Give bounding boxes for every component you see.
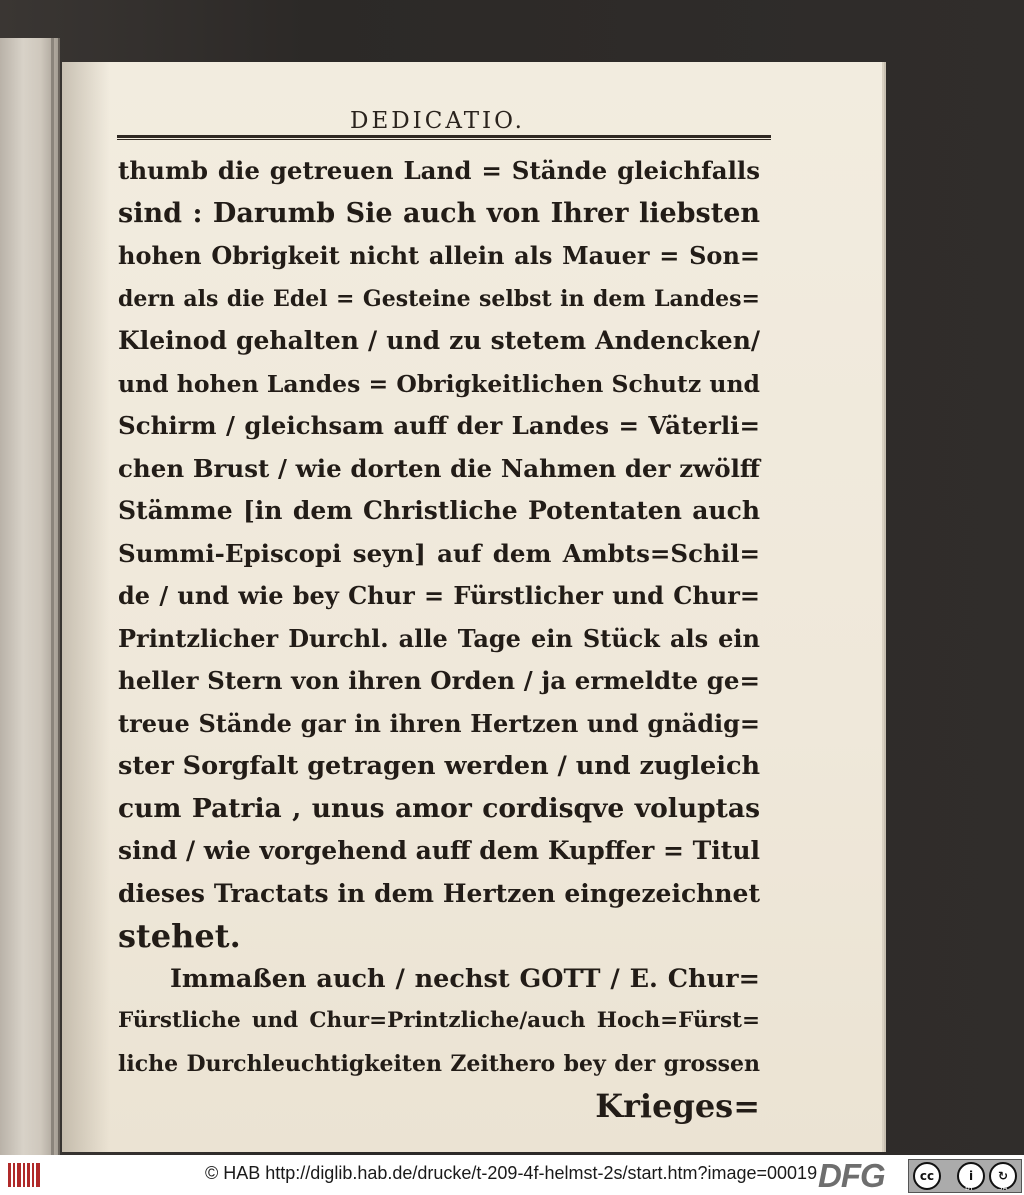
cc-icon: cc — [913, 1162, 941, 1190]
text-line: dieses Tractats in dem Hertzen eingezeichnet — [118, 878, 760, 908]
by-icon: i — [957, 1162, 985, 1190]
text-line: Stämme [in dem Christliche Potentaten auch — [118, 496, 760, 525]
head-rule-thin — [117, 139, 771, 140]
share-alike-icon: ↻ — [989, 1162, 1017, 1190]
text-line: chen Brust / wie dorten die Nahmen der zwölff — [118, 453, 760, 483]
text-line: dern als die Edel = Gesteine selbst in dem Landes= — [118, 285, 760, 312]
page-gutter-shadow — [62, 62, 110, 1152]
barcode-icon — [6, 1159, 44, 1191]
text-line: und hohen Landes = Obrigkeitlichen Schutz und — [118, 369, 760, 398]
running-head: DEDICATIO. — [350, 108, 525, 134]
head-rule — [117, 135, 771, 138]
catchword: Krieges= — [595, 1087, 760, 1125]
by-label: BY — [965, 1184, 974, 1192]
text-line: de / und wie bey Chur = Fürstlicher und Chur= — [118, 581, 760, 610]
text-line: Schirm / gleichsam auff der Landes = Väterli= — [118, 411, 760, 440]
body-text — [118, 150, 760, 1128]
text-line: hohen Obrigkeit nicht allein als Mauer = Son= — [118, 241, 760, 270]
text-line: ster Sorgfalt getragen werden / und zugleich — [118, 751, 761, 781]
text-line: Immaßen auch / nechst GOTT / E. Chur= — [170, 963, 760, 994]
sa-label: SA — [998, 1184, 1008, 1192]
text-line: cum Patria , unus amor cordisqve voluptas — [118, 792, 760, 824]
footer-bar — [0, 1155, 1024, 1195]
text-line: stehet. — [118, 917, 241, 955]
text-line: Kleinod gehalten / und zu stetem Andencken/ — [118, 326, 760, 355]
text-line: thumb die getreuen Land = Stände gleichfalls — [118, 156, 760, 185]
dfg-logo: DFG — [818, 1157, 885, 1194]
text-line: liche Durchleuchtigkeiten Zeithero bey der grossen — [118, 1050, 760, 1077]
cc-license-badge[interactable] — [908, 1159, 1022, 1193]
text-line: heller Stern von ihren Orden / ja ermeldte ge= — [118, 666, 760, 695]
text-line: Summi-Episcopi seyn] auf dem Ambts=Schil= — [118, 538, 760, 568]
text-line: treue Stände gar in ihren Hertzen und gnädig= — [118, 708, 760, 738]
adjacent-page-edge — [0, 38, 60, 1155]
text-line: sind : Darumb Sie auch von Ihrer liebsten — [118, 197, 760, 229]
text-line: Printzlicher Durchl. alle Tage ein Stück als ein — [118, 623, 760, 653]
source-link[interactable]: © HAB http://diglib.hab.de/drucke/t-209-4f-helmst-2s/start.htm?image=00019 — [205, 1163, 818, 1183]
text-line: sind / wie vorgehend auff dem Kupffer = Titul — [118, 836, 760, 865]
text-line: Fürstliche und Chur=Printzliche/auch Hoch=Fürst= — [118, 1008, 760, 1033]
